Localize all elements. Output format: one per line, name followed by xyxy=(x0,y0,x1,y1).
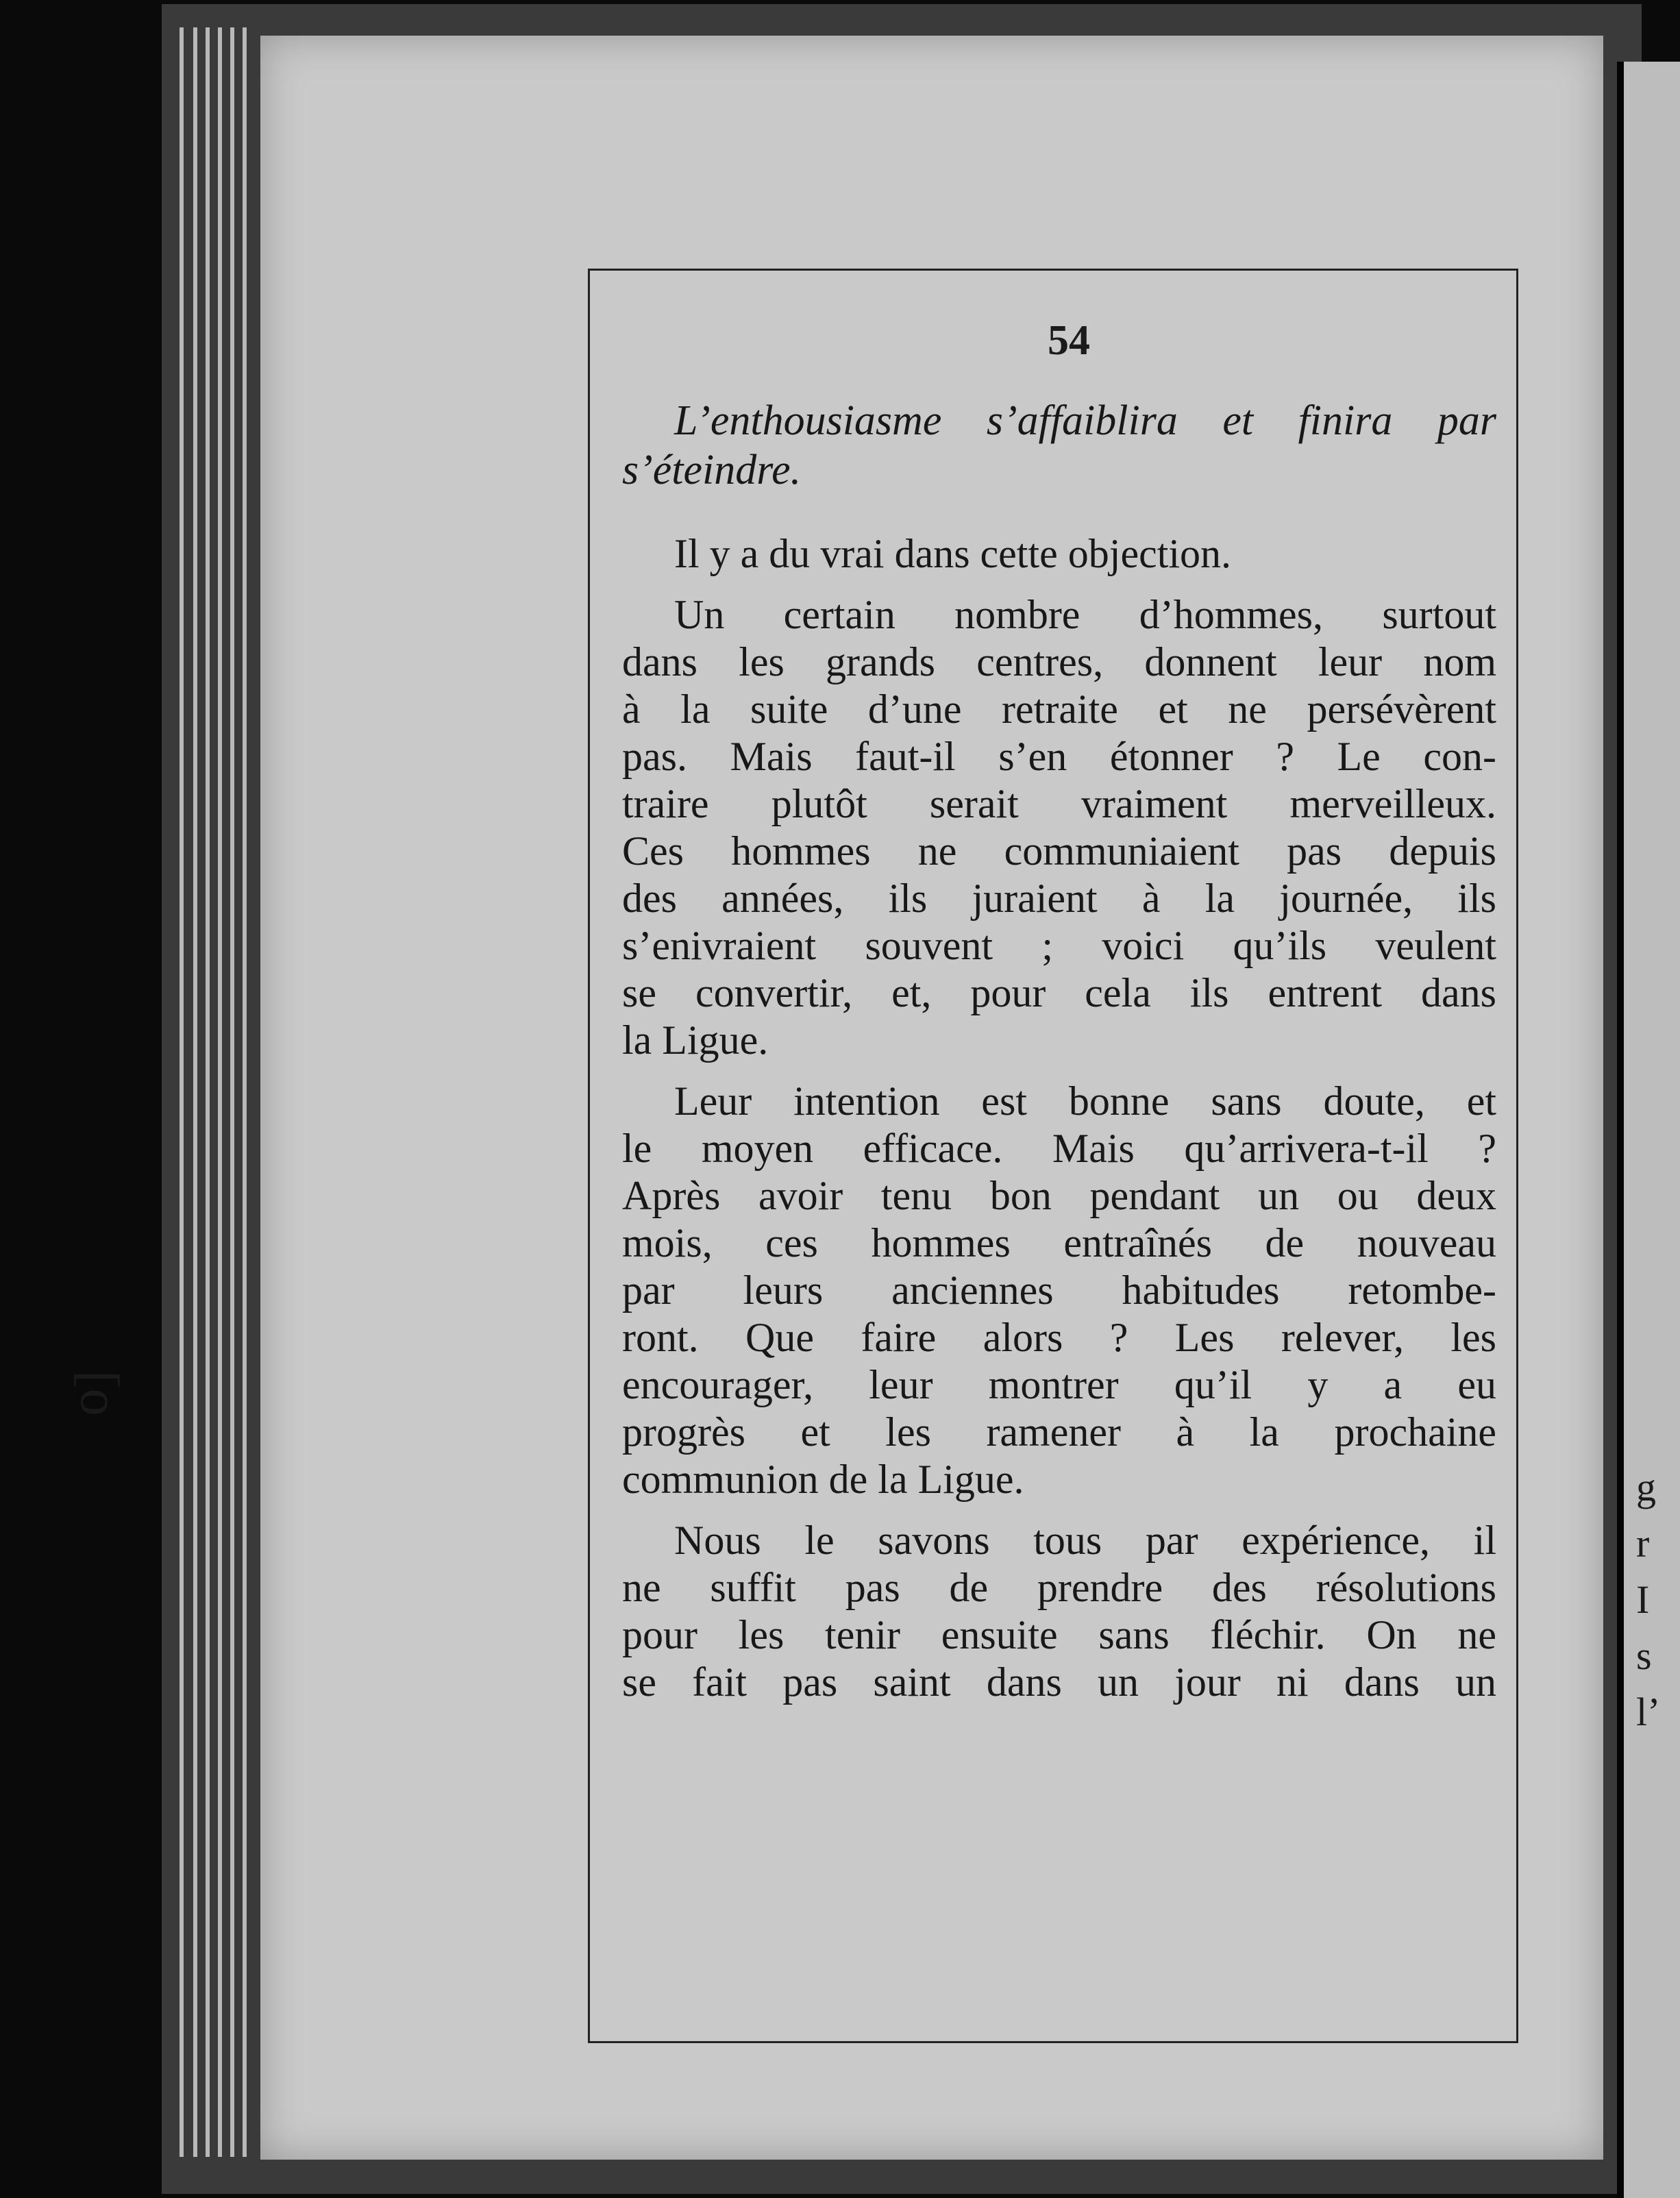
margin-fragment: [o xyxy=(69,1370,129,1416)
paragraph xyxy=(622,1078,1496,1503)
text-line: la Ligue. xyxy=(622,1017,769,1063)
section-heading: L’enthousiasme s’affaiblira et finira par s’éteindre. xyxy=(622,397,1496,493)
text-line: mois, ces hommes entraînés de nouveau xyxy=(622,1220,1496,1265)
page-edge xyxy=(218,27,222,2157)
page-number: 54 xyxy=(1048,317,1090,364)
text-line: des années, ils juraient à la journée, ils xyxy=(622,876,1496,921)
adjacent-fragment: g xyxy=(1636,1465,1656,1509)
text-line: communion de la Ligue. xyxy=(622,1457,1024,1502)
text-line: traire plutôt serait vraiment merveilleux. xyxy=(622,781,1496,826)
text-line: à la suite d’une retraite et ne persévèrent xyxy=(622,687,1496,732)
text-line: se convertir, et, pour cela ils entrent dans xyxy=(622,970,1496,1015)
page-text xyxy=(622,396,1496,1720)
page-edge xyxy=(180,27,184,2157)
text-line: le moyen efficace. Mais qu’arrivera-t-il ? xyxy=(622,1126,1496,1171)
text-line: ne suffit pas de prendre des résolutions xyxy=(622,1565,1496,1610)
page-edge xyxy=(243,27,247,2157)
text-line: ront. Que faire alors ? Les relever, les xyxy=(622,1315,1496,1360)
text-line: par leurs anciennes habitudes retombe- xyxy=(622,1268,1496,1313)
text-line: Un certain nombre d’hommes, surtout xyxy=(674,592,1496,637)
page-edge xyxy=(206,27,210,2157)
text-line: pour les tenir ensuite sans fléchir. On ne xyxy=(622,1612,1496,1657)
text-line: Ces hommes ne communiaient pas depuis xyxy=(622,828,1496,874)
adjacent-fragment: s xyxy=(1636,1633,1652,1678)
text-line: encourager, leur montrer qu’il y a eu xyxy=(622,1362,1496,1407)
paragraph xyxy=(622,530,1496,578)
text-line: se fait pas saint dans un jour ni dans un xyxy=(622,1659,1496,1705)
adjacent-fragment: I xyxy=(1636,1577,1650,1622)
paragraph xyxy=(622,591,1496,1064)
text-line: Après avoir tenu bon pendant un ou deux xyxy=(622,1173,1496,1218)
text-line: Nous le savons tous par expérience, il xyxy=(674,1518,1496,1563)
paragraphs xyxy=(622,530,1496,1706)
text-line: Leur intention est bonne sans doute, et xyxy=(674,1078,1496,1124)
text-line: Il y a du vrai dans cette objection. xyxy=(674,531,1232,576)
text-line: progrès et les ramener à la prochaine xyxy=(622,1409,1496,1455)
text-line: pas. Mais faut-il s’en étonner ? Le con- xyxy=(622,734,1496,779)
text-line: dans les grands centres, donnent leur nom xyxy=(622,639,1496,684)
page-edge xyxy=(193,27,197,2157)
adjacent-fragment: r xyxy=(1636,1521,1650,1566)
paragraph xyxy=(622,1517,1496,1706)
adjacent-fragment: l’ xyxy=(1636,1690,1661,1734)
adjacent-page-fragments xyxy=(1636,1459,1680,1740)
text-line: s’enivraient souvent ; voici qu’ils veulent xyxy=(622,923,1496,968)
right-page-edge xyxy=(1617,62,1680,2198)
page-edge xyxy=(230,27,234,2157)
